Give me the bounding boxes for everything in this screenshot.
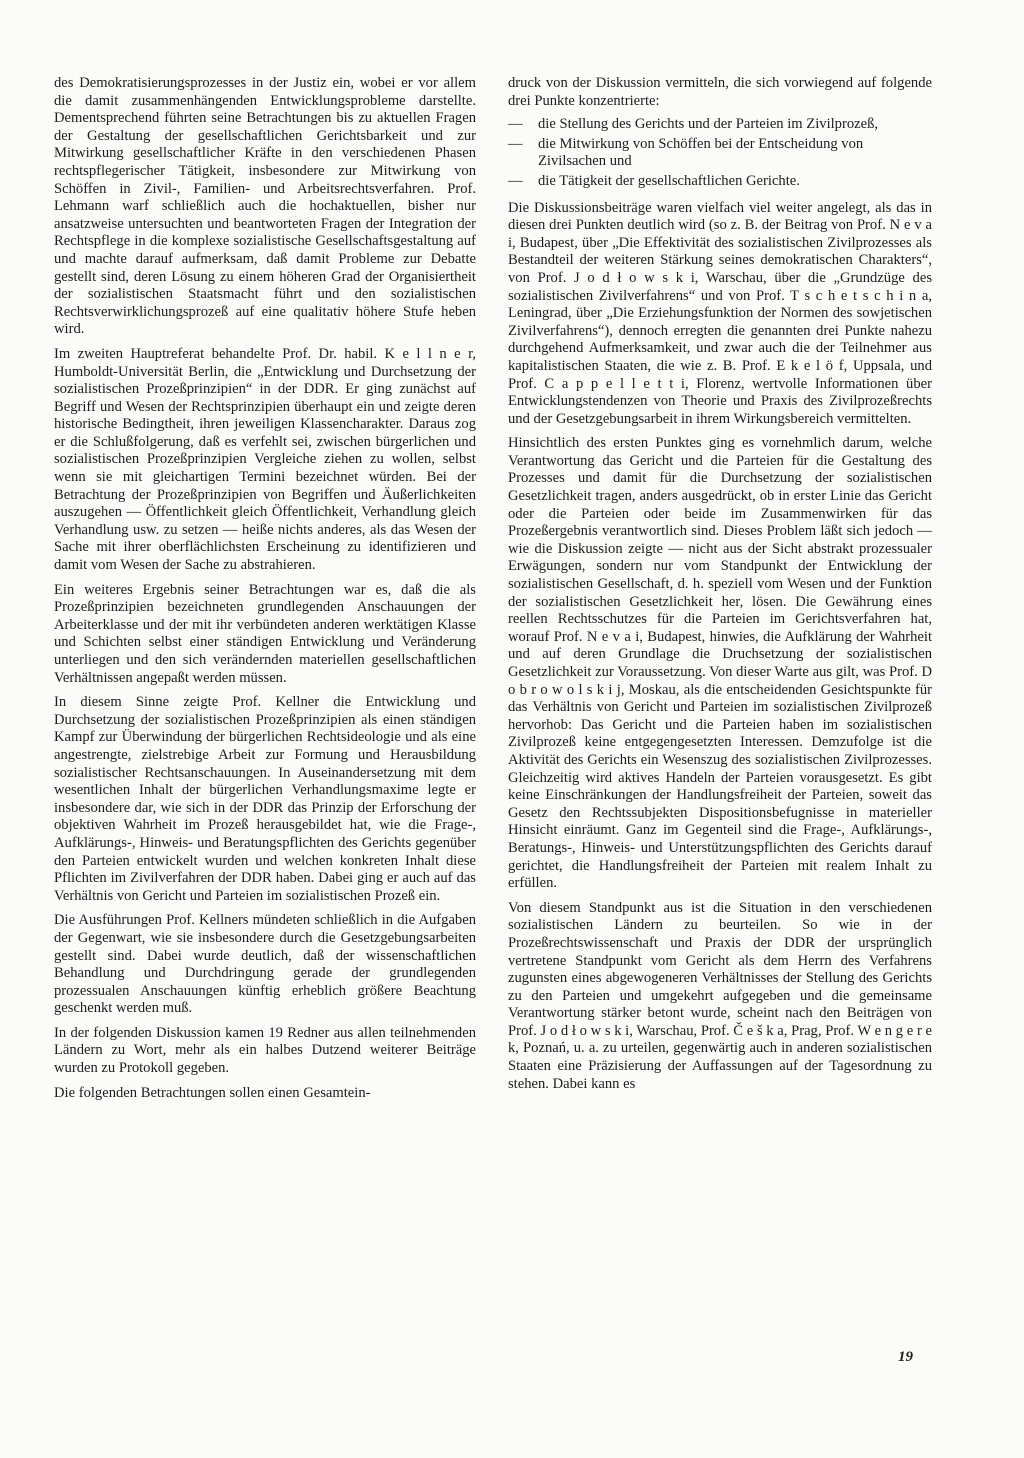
left-column [54, 75, 476, 1109]
dash-bullet: — [508, 172, 523, 189]
paragraph: In diesem Sinne zeigte Prof. Kellner die Entwicklung und Durchsetzung der sozialistischen Prozeßprinzipien als einen ständigen Kampf zur Überwindung der bürgerlichen Rechtsideologie und als eine angestrengte, zielstrebige Arbeit zur Formung und Herausbildung sozialistischer Rechtsanschauungen. In Auseinandersetzung mit dem wesentlichen Inhalt der bürgerlichen Verhandlungsmaxime legte er insbesondere dar, wie sich in der DDR das Prinzip der Erforschung der objektiven Wahrheit im Prozeß herausgebildet hat, wie die Frage-, Aufklärungs-, Hinweis- und Beratungspflichten des Gerichts gegenüber den Parteien entwickelt wurden und welchen konkreten Inhalt diese Pflichten im Zivilverfahren der DDR haben. Dabei ging er auch auf das Verhältnis von Gericht und Parteien im sozialistischen Prozeß ein. [54, 694, 476, 904]
paragraph: Die Ausführungen Prof. Kellners mündeten schließlich in die Aufgaben der Gegenwart, wie sie insbesondere durch die Gesetzgebungsarbeiten gestellt sind. Dabei wurde deutlich, daß der wissenschaftlichen Behandlung und Durchdringung gerade der grundlegenden prozessualen Anschauungen künftig erheblich größere Beachtung geschenkt werden muß. [54, 912, 476, 1017]
paragraph: Im zweiten Hauptreferat behandelte Prof. Dr. habil. K e l l n e r, Humboldt-Universität Berlin, die „Entwicklung und Durchsetzung der sozialistischen Prozeßprinzipien“ in der DDR. Er ging zunächst auf Begriff und Wesen der Rechtsprinzipien überhaupt ein und zeigte deren historische Bedingtheit, ihren jeweiligen Klassencharakter. Daraus zog er die Schlußfolgerung, daß es verfehlt sei, zwischen bürgerlichen und sozialistischen Prozeßprinzipien Vergleiche ziehen zu wollen, selbst wenn sie mit gleichartigen Termini bezeichnet würden. Bei der Betrachtung der Prozeßprinzipien von Begriffen und Äußerlichkeiten auszugehen — Öffentlichkeit gleich Öffentlichkeit, Verhandlung gleich Verhandlung usw. zu setzen — heiße nichts anderes, als das Wesen der Sache mit ihrer oberflächlichsten Erscheinung zu identifizieren und damit vom Wesen der Sache zu abstrahieren. [54, 345, 476, 574]
paragraph: druck von der Diskussion vermitteln, die sich vorwiegend auf folgende drei Punkte konzentrierte: [508, 75, 932, 109]
page-number: 19 [898, 1349, 913, 1365]
paragraph: Die Diskussionsbeiträge waren vielfach viel weiter angelegt, als das in diesen drei Punkten deutlich wird (so z. B. der Beitrag von Prof. N e v a i, Budapest, über „Die Effektivität des sozialistischen Zivilprozesses als Bestandteil der weiteren Stärkung seines demokratischen Charakters“, von Prof. J o d ł o w s k i, Warschau, über die „Grundzüge des sozialistischen Zivilverfahrens“ und von Prof. T s c h e t s c h i n a, Leningrad, über „Die Erziehungsfunktion der Normen des sowjetischen Zivilverfahrens“), dennoch erregten die genannten drei Punkte nahezu durchgehend Aufmerksamkeit, und zwar auch die der Teilnehmer aus kapitalistischen Staaten, die wie z. B. Prof. E k e l ö f, Uppsala, und Prof. C a p p e l l e t t i, Florenz, wertvolle Informationen über Entwicklungstendenzen von Theorie und Praxis des Zivilprozeßrechts und der Gesetzgebungsarbeit in ihrem Wirkungsbereich vermittelten. [508, 199, 932, 427]
paragraph: In der folgenden Diskussion kamen 19 Redner aus allen teilnehmenden Ländern zu Wort, mehr als ein halbes Dutzend weiterer Beiträge wurden zu Protokoll gegeben. [54, 1024, 476, 1077]
paragraph: des Demokratisierungsprozesses in der Justiz ein, wobei er vor allem die damit zusammenhängenden Entwicklungsprobleme darstellte. Dementsprechend führten seine Betrachtungen bis zu aktuellen Fragen der Gestaltung der gesellschaftlichen Gerichtsbarkeit und zur Mitwirkung gesellschaftlicher Kräfte in den verschiedenen Phasen rechtspflegerischer Tätigkeit, insbesondere zur Mitwirkung von Schöffen in Zivil-, Familien- und Arbeitsrechtsverfahren. Prof. Lehmann warf schließlich auch die hochaktuellen, bisher nur ansatzweise untersuchten und beantworteten Fragen der Integration der Rechtspflege in die komplexe sozialistische Gesellschaftsgestaltung auf und machte darauf aufmerksam, daß damit Probleme zur Debatte gestellt sind, deren Lösung zu einem höheren Grad der Organisiertheit der sozialistischen Staatsmacht führt und den sozialistischen Rechtsverwirklichungsprozeß auf eine qualitativ höhere Stufe heben wird. [54, 75, 476, 338]
discussion-points-list [508, 116, 932, 190]
paragraph: Die folgenden Betrachtungen sollen einen Gesamtein- [54, 1084, 371, 1101]
paragraph: Ein weiteres Ergebnis seiner Betrachtungen war es, daß die als Prozeßprinzipien bezeichneten grundlegenden Anschauungen der Arbeiterklasse und der mit ihr verbündeten anderen werktätigen Klasse und Schichten selbst einer ständigen Entwicklung und Veränderung unterliegen und den sich verändernden materiellen gesellschaftlichen Verhältnissen angepaßt werden müssen. [54, 581, 476, 686]
dash-bullet: — [508, 116, 523, 133]
paragraph: Von diesem Standpunkt aus ist die Situation in den verschiedenen sozialistischen Ländern zu beurteilen. So wie in der Prozeßrechtswissenschaft und Praxis der DDR der ursprünglich vertretene Standpunkt vom Gericht als dem Herrn des Verfahrens zugunsten eines abgewogeneren Verhältnisses der Stellung des Gerichts zu den Parteien und umgekehrt aufgegeben und die gemeinsame Verantwortung stärker betont wurde, scheint nach den Beiträgen von Prof. J o d ł o w s k i, Warschau, Prof. Č e š k a, Prag, Prof. W e n g e r e k, Poznań, u. a. zu urteilen, gegenwärtig auch in anderen sozialistischen Staaten eine Präzisierung der Auffassungen auf der Tagesordnung zu stehen. Dabei kann es [508, 899, 932, 1092]
paragraph: Hinsichtlich des ersten Punktes ging es vornehmlich darum, welche Verantwortung das Gericht und die Parteien für die Gestaltung des Prozesses und damit für die Durchsetzung der sozialistischen Gesetzlichkeit tragen, anders ausgedrückt, ob in erster Linie das Gericht oder die Parteien oder beide im Zusammenwirken für das Prozeßergebnis verantwortlich sind. Dieses Problem läßt sich jedoch — wie die Diskussion zeigte — nicht aus der Sicht abstrakt prozessualer Erwägungen, sondern nur vom Standpunkt der Entwicklung der sozialistischen Gesellschaft, d. h. speziell vom Wesen und der Funktion der sozialistischen Gesetzlichkeit her, lösen. Die Gewährung eines reellen Rechtsschutzes für die Parteien im Gerichtsverfahren hat, worauf Prof. N e v a i, Budapest, hinwies, die Aufklärung der Wahrheit und auf deren Grundlage die Druchsetzung der sozialistischen Gesetzlichkeit zur Voraussetzung. Von dieser Warte aus gilt, was Prof. D o b r o w o l s k i j, Moskau, als die entscheidenden Gesichtspunkte für das Verhältnis von Gericht und Parteien im sozialistischen Zivilprozeß hervorhob: Das Gericht und die Parteien haben im sozialistischen Zivilprozeß keine entgegengesetzten Interessen. Demzufolge ist die Aktivität des Gerichts ein Wesenszug des sozialistischen Zivilprozesses. Gleichzeitig wird aktives Handeln der Parteien vorausgesetzt. Es gibt keine Einschränkungen der Handlungsfreiheit der Parteien, soweit das Gesetz den Rechtssubjekten Dispositionsbefugnisse in materieller Hinsicht einräumt. Ganz im Gegenteil sind die Frage-, Aufklärungs-, Beratungs-, Hinweis- und Unterstützungspflichten des Gerichts darauf gerichtet, die Handlungsfreiheit der Parteien mit realem Inhalt zu erfüllen. [508, 435, 932, 892]
list-item-text: die Stellung des Gerichts und der Parteien im Zivilprozeß, [538, 116, 879, 133]
list-item-text: die Mitwirkung von Schöffen bei der Entscheidung von Zivilsachen und [538, 135, 864, 170]
right-column [508, 75, 932, 1100]
list-item-text: die Tätigkeit der gesellschaftlichen Gerichte. [538, 172, 800, 189]
dash-bullet: — [508, 135, 523, 152]
list-item [508, 116, 932, 134]
list-item [508, 173, 932, 191]
list-item [508, 136, 932, 171]
